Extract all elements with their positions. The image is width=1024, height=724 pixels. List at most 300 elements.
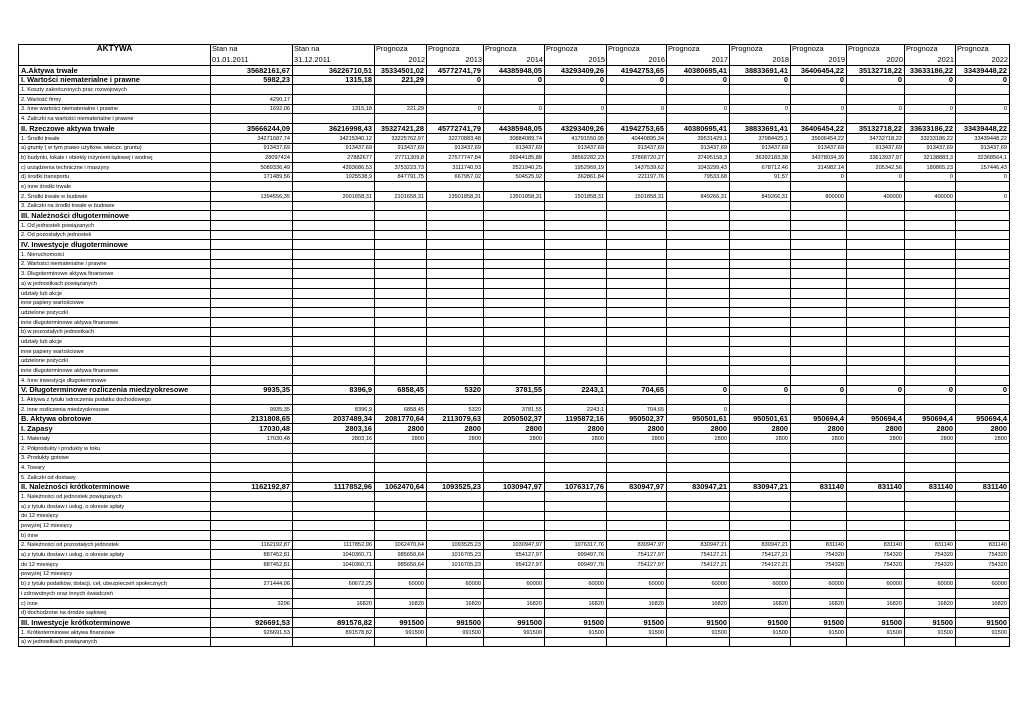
- value-cell: [293, 589, 375, 599]
- value-cell: 0: [905, 172, 956, 182]
- row-label: 4. Inne inwestycje długoterminowe: [19, 376, 211, 386]
- value-cell: [607, 327, 667, 337]
- value-cell: [667, 230, 730, 240]
- value-cell: [427, 376, 484, 386]
- value-cell: [791, 182, 847, 192]
- value-cell: [791, 250, 847, 260]
- value-cell: [607, 201, 667, 211]
- value-cell: 2800: [791, 434, 847, 444]
- value-cell: 0: [905, 75, 956, 85]
- value-cell: 91500: [667, 627, 730, 637]
- row-label: 5. Zaliczki od dostawy: [19, 472, 211, 482]
- value-cell: [293, 250, 375, 260]
- value-cell: [905, 492, 956, 502]
- table-row: [19, 569, 1010, 579]
- value-cell: [905, 569, 956, 579]
- value-cell: 91500: [607, 618, 667, 628]
- value-cell: 830947,97: [607, 540, 667, 550]
- value-cell: [293, 327, 375, 337]
- table-row: [19, 114, 1010, 124]
- value-cell: [847, 356, 905, 366]
- value-cell: [211, 327, 293, 337]
- column-header-bottom: 01.01.2011: [212, 55, 249, 65]
- value-cell: [375, 531, 427, 541]
- value-cell: 754320: [905, 550, 956, 560]
- value-cell: 1501858,31: [545, 191, 607, 201]
- value-cell: 5320: [427, 405, 484, 415]
- value-cell: [375, 511, 427, 521]
- column-header-top: Prognoza: [906, 44, 938, 53]
- value-cell: [293, 211, 375, 221]
- value-cell: [484, 463, 545, 473]
- row-label: 2. Od pozostałych jednostek: [19, 230, 211, 240]
- value-cell: [956, 569, 1010, 579]
- table-title: AKTYWA: [19, 45, 211, 66]
- value-cell: 754320: [905, 560, 956, 570]
- value-cell: [905, 376, 956, 386]
- value-cell: 35327421,28: [375, 124, 427, 134]
- value-cell: [427, 521, 484, 531]
- value-cell: [730, 463, 791, 473]
- value-cell: [293, 531, 375, 541]
- value-cell: 16820: [667, 598, 730, 608]
- table-row: [19, 191, 1010, 201]
- value-cell: [730, 637, 791, 647]
- value-cell: [730, 240, 791, 250]
- value-cell: [730, 211, 791, 221]
- value-cell: [545, 259, 607, 269]
- value-cell: [791, 569, 847, 579]
- value-cell: 6858,45: [375, 385, 427, 395]
- value-cell: [427, 501, 484, 511]
- value-cell: [211, 337, 293, 347]
- value-cell: [545, 269, 607, 279]
- value-cell: 205342,56: [847, 162, 905, 172]
- value-cell: 913437,69: [375, 143, 427, 153]
- value-cell: 16820: [730, 598, 791, 608]
- value-cell: [956, 308, 1010, 318]
- value-cell: [730, 317, 791, 327]
- value-cell: [847, 269, 905, 279]
- value-cell: [484, 288, 545, 298]
- value-cell: 0: [956, 75, 1010, 85]
- value-cell: 0: [730, 104, 791, 114]
- value-cell: 60000: [847, 579, 905, 589]
- value-cell: [484, 327, 545, 337]
- value-cell: [427, 201, 484, 211]
- value-cell: 831140: [847, 482, 905, 492]
- value-cell: 831140: [905, 540, 956, 550]
- value-cell: [484, 472, 545, 482]
- value-cell: 0: [956, 385, 1010, 395]
- value-cell: [607, 395, 667, 405]
- value-cell: 157446,43: [956, 162, 1010, 172]
- value-cell: 1030947,97: [484, 540, 545, 550]
- value-cell: [847, 637, 905, 647]
- row-label: III. Inwestycje krótkoterminowe: [19, 618, 211, 628]
- value-cell: 6858,45: [375, 405, 427, 415]
- column-header-top: Prognoza: [668, 44, 700, 53]
- value-cell: 2050502,37: [484, 414, 545, 424]
- value-cell: [375, 85, 427, 95]
- value-cell: [375, 269, 427, 279]
- value-cell: [545, 211, 607, 221]
- value-cell: 754127,97: [607, 550, 667, 560]
- value-cell: 999497,76: [545, 560, 607, 570]
- value-cell: [427, 443, 484, 453]
- value-cell: [667, 366, 730, 376]
- value-cell: [607, 308, 667, 318]
- value-cell: 0: [956, 172, 1010, 182]
- column-header-bottom: 2022: [991, 55, 1008, 65]
- value-cell: [211, 395, 293, 405]
- value-cell: [667, 511, 730, 521]
- value-cell: 34732718,22: [847, 133, 905, 143]
- value-cell: [607, 637, 667, 647]
- row-label: 1. Krótkoterminowe aktywa finansowe: [19, 627, 211, 637]
- value-cell: 3296: [211, 598, 293, 608]
- value-cell: [427, 308, 484, 318]
- value-cell: [847, 453, 905, 463]
- value-cell: 2800: [847, 434, 905, 444]
- value-cell: [484, 211, 545, 221]
- value-cell: [791, 531, 847, 541]
- value-cell: [375, 240, 427, 250]
- value-cell: [484, 95, 545, 105]
- value-cell: 891578,82: [293, 618, 375, 628]
- value-cell: [607, 288, 667, 298]
- value-cell: 221,29: [375, 104, 427, 114]
- value-cell: 34215340,12: [293, 133, 375, 143]
- value-cell: 1117852,96: [293, 482, 375, 492]
- column-header-4: [427, 45, 484, 66]
- value-cell: [791, 405, 847, 415]
- column-header-8: [667, 45, 730, 66]
- value-cell: [545, 95, 607, 105]
- value-cell: 831140: [791, 482, 847, 492]
- value-cell: 1043299,43: [667, 162, 730, 172]
- value-cell: [956, 346, 1010, 356]
- value-cell: 950694,4: [956, 414, 1010, 424]
- value-cell: 830947,21: [667, 540, 730, 550]
- column-header-top: Stan na: [294, 44, 320, 53]
- value-cell: [905, 114, 956, 124]
- value-cell: [484, 443, 545, 453]
- value-cell: 33439448,22: [956, 124, 1010, 134]
- table-row: [19, 521, 1010, 531]
- value-cell: [484, 637, 545, 647]
- column-header-bottom: 2019: [828, 55, 845, 65]
- value-cell: 2800: [956, 424, 1010, 434]
- value-cell: 1692,06: [211, 104, 293, 114]
- value-cell: [375, 366, 427, 376]
- value-cell: [427, 463, 484, 473]
- row-label: 1. Nieruchomości: [19, 250, 211, 260]
- row-label: inne długoterminowe aktywa finansowe: [19, 366, 211, 376]
- value-cell: [375, 279, 427, 289]
- value-cell: [791, 269, 847, 279]
- row-label: 2. Półprodukty i produkty w toku: [19, 443, 211, 453]
- value-cell: [956, 608, 1010, 618]
- value-cell: 34271687,74: [211, 133, 293, 143]
- table-row: [19, 482, 1010, 492]
- value-cell: 38833691,41: [730, 66, 791, 76]
- value-cell: [905, 356, 956, 366]
- value-cell: [791, 317, 847, 327]
- value-cell: [667, 608, 730, 618]
- value-cell: 2800: [607, 434, 667, 444]
- value-cell: 991500: [427, 618, 484, 628]
- value-cell: 926691,53: [211, 627, 293, 637]
- row-label: B. Aktywa obrotowe: [19, 414, 211, 424]
- value-cell: 0: [667, 104, 730, 114]
- value-cell: [956, 521, 1010, 531]
- value-cell: [293, 492, 375, 502]
- row-label: b) inne: [19, 531, 211, 541]
- value-cell: 2243,1: [545, 385, 607, 395]
- value-cell: [293, 395, 375, 405]
- row-label: I. Zapasy: [19, 424, 211, 434]
- value-cell: [791, 589, 847, 599]
- value-cell: 33439448,22: [956, 66, 1010, 76]
- value-cell: [484, 317, 545, 327]
- value-cell: [211, 240, 293, 250]
- value-cell: 16820: [484, 598, 545, 608]
- value-cell: 8396,9: [293, 405, 375, 415]
- value-cell: 33613937,97: [847, 153, 905, 163]
- row-label: a) z tytułu dostaw i usług, o okresie spłaty: [19, 550, 211, 560]
- value-cell: [730, 472, 791, 482]
- value-cell: [545, 230, 607, 240]
- value-cell: [545, 114, 607, 124]
- value-cell: [847, 230, 905, 240]
- value-cell: [293, 114, 375, 124]
- value-cell: [791, 472, 847, 482]
- value-cell: [791, 346, 847, 356]
- value-cell: [484, 521, 545, 531]
- value-cell: [667, 463, 730, 473]
- value-cell: 1040360,71: [293, 550, 375, 560]
- table-row: [19, 75, 1010, 85]
- value-cell: [545, 511, 607, 521]
- value-cell: [847, 376, 905, 386]
- value-cell: [667, 85, 730, 95]
- value-cell: 950694,4: [791, 414, 847, 424]
- value-cell: [847, 182, 905, 192]
- value-cell: 0: [791, 385, 847, 395]
- table-body: [19, 66, 1010, 647]
- value-cell: 849266,31: [730, 191, 791, 201]
- value-cell: [667, 327, 730, 337]
- value-cell: 2113079,63: [427, 414, 484, 424]
- column-header-content: [375, 45, 426, 65]
- value-cell: [211, 511, 293, 521]
- value-cell: 60000: [607, 579, 667, 589]
- value-cell: [427, 250, 484, 260]
- value-cell: [905, 346, 956, 356]
- value-cell: 950501,61: [667, 414, 730, 424]
- column-header-1: [211, 45, 293, 66]
- value-cell: [667, 221, 730, 231]
- value-cell: 1062470,64: [375, 482, 427, 492]
- value-cell: [293, 366, 375, 376]
- value-cell: [905, 531, 956, 541]
- value-cell: [667, 308, 730, 318]
- value-cell: 2800: [484, 424, 545, 434]
- value-cell: 16820: [956, 598, 1010, 608]
- value-cell: 60000: [667, 579, 730, 589]
- value-cell: 2800: [545, 434, 607, 444]
- value-cell: [427, 395, 484, 405]
- value-cell: [484, 298, 545, 308]
- value-cell: [427, 472, 484, 482]
- value-cell: [791, 259, 847, 269]
- row-label: udziały lub akcje: [19, 288, 211, 298]
- value-cell: 0: [791, 75, 847, 85]
- value-cell: [427, 511, 484, 521]
- value-cell: 1093525,23: [427, 540, 484, 550]
- value-cell: [427, 221, 484, 231]
- value-cell: 26944185,88: [484, 153, 545, 163]
- value-cell: [293, 463, 375, 473]
- value-cell: [667, 201, 730, 211]
- table-row: [19, 443, 1010, 453]
- value-cell: [427, 298, 484, 308]
- column-header-bottom: 2021: [937, 55, 954, 65]
- value-cell: [956, 443, 1010, 453]
- value-cell: [956, 531, 1010, 541]
- value-cell: [847, 95, 905, 105]
- column-header-content: [730, 45, 790, 65]
- value-cell: [791, 327, 847, 337]
- value-cell: [293, 230, 375, 240]
- value-cell: [545, 472, 607, 482]
- value-cell: [905, 405, 956, 415]
- value-cell: [545, 531, 607, 541]
- value-cell: [545, 356, 607, 366]
- value-cell: 0: [545, 75, 607, 85]
- column-header-content: [211, 45, 292, 65]
- value-cell: [847, 405, 905, 415]
- value-cell: [730, 250, 791, 260]
- value-cell: [791, 221, 847, 231]
- value-cell: [905, 308, 956, 318]
- table-row: [19, 240, 1010, 250]
- value-cell: [791, 453, 847, 463]
- column-header-top: Prognoza: [608, 44, 640, 53]
- value-cell: 0: [905, 385, 956, 395]
- value-cell: [847, 443, 905, 453]
- table-row: [19, 288, 1010, 298]
- value-cell: [211, 182, 293, 192]
- value-cell: 35132718,22: [847, 66, 905, 76]
- value-cell: [211, 230, 293, 240]
- row-label: inne papiery wartościowe: [19, 346, 211, 356]
- value-cell: [607, 511, 667, 521]
- value-cell: [211, 298, 293, 308]
- value-cell: [667, 279, 730, 289]
- value-cell: [607, 221, 667, 231]
- value-cell: [375, 443, 427, 453]
- value-cell: 35682161,67: [211, 66, 293, 76]
- value-cell: 40440895,34: [607, 133, 667, 143]
- column-header-content: [847, 45, 904, 65]
- row-label: c) urządzenia techniczne i maszyny: [19, 162, 211, 172]
- value-cell: [545, 221, 607, 231]
- value-cell: 13501858,31: [427, 191, 484, 201]
- value-cell: [375, 327, 427, 337]
- value-cell: [607, 182, 667, 192]
- value-cell: [905, 521, 956, 531]
- table-row: [19, 511, 1010, 521]
- value-cell: [905, 288, 956, 298]
- value-cell: 60000: [791, 579, 847, 589]
- value-cell: [211, 221, 293, 231]
- value-cell: [730, 521, 791, 531]
- row-label: udzielone pożyczki: [19, 308, 211, 318]
- value-cell: 28097424: [211, 153, 293, 163]
- column-header-3: [375, 45, 427, 66]
- value-cell: 830947,21: [730, 482, 791, 492]
- value-cell: 2800: [427, 424, 484, 434]
- value-cell: [211, 211, 293, 221]
- row-label: 1. Materiały: [19, 434, 211, 444]
- value-cell: 800000: [791, 191, 847, 201]
- value-cell: 950502,37: [607, 414, 667, 424]
- table-row: [19, 453, 1010, 463]
- row-label: 2. Wartość firmy: [19, 95, 211, 105]
- value-cell: [730, 327, 791, 337]
- row-label: do 12 miesięcy: [19, 560, 211, 570]
- value-cell: 1093525,23: [427, 482, 484, 492]
- value-cell: [427, 230, 484, 240]
- value-cell: 36406454,22: [791, 66, 847, 76]
- value-cell: 2800: [730, 424, 791, 434]
- value-cell: [667, 250, 730, 260]
- row-label: 4. Towary: [19, 463, 211, 473]
- value-cell: [956, 114, 1010, 124]
- value-cell: 0: [847, 75, 905, 85]
- value-cell: [484, 501, 545, 511]
- value-cell: [484, 492, 545, 502]
- value-cell: [791, 356, 847, 366]
- value-cell: [905, 250, 956, 260]
- value-cell: [484, 511, 545, 521]
- column-header-top: Prognoza: [792, 44, 824, 53]
- value-cell: 41791550,95: [545, 133, 607, 143]
- value-cell: [956, 492, 1010, 502]
- value-cell: [730, 85, 791, 95]
- value-cell: 17030,48: [211, 434, 293, 444]
- value-cell: 91,57: [730, 172, 791, 182]
- row-label: a) z tytułu dostaw i usług, o okresie spłaty: [19, 501, 211, 511]
- value-cell: [956, 250, 1010, 260]
- value-cell: [956, 182, 1010, 192]
- value-cell: 913437,69: [905, 143, 956, 153]
- table-row: [19, 531, 1010, 541]
- value-cell: 1394556,35: [211, 191, 293, 201]
- value-cell: 60000: [956, 579, 1010, 589]
- value-cell: 3781,55: [484, 385, 545, 395]
- value-cell: [427, 269, 484, 279]
- value-cell: 37495158,3: [667, 153, 730, 163]
- value-cell: 1195872,16: [545, 414, 607, 424]
- value-cell: [211, 269, 293, 279]
- value-cell: [905, 317, 956, 327]
- value-cell: 0: [730, 75, 791, 85]
- value-cell: [427, 85, 484, 95]
- value-cell: [211, 531, 293, 541]
